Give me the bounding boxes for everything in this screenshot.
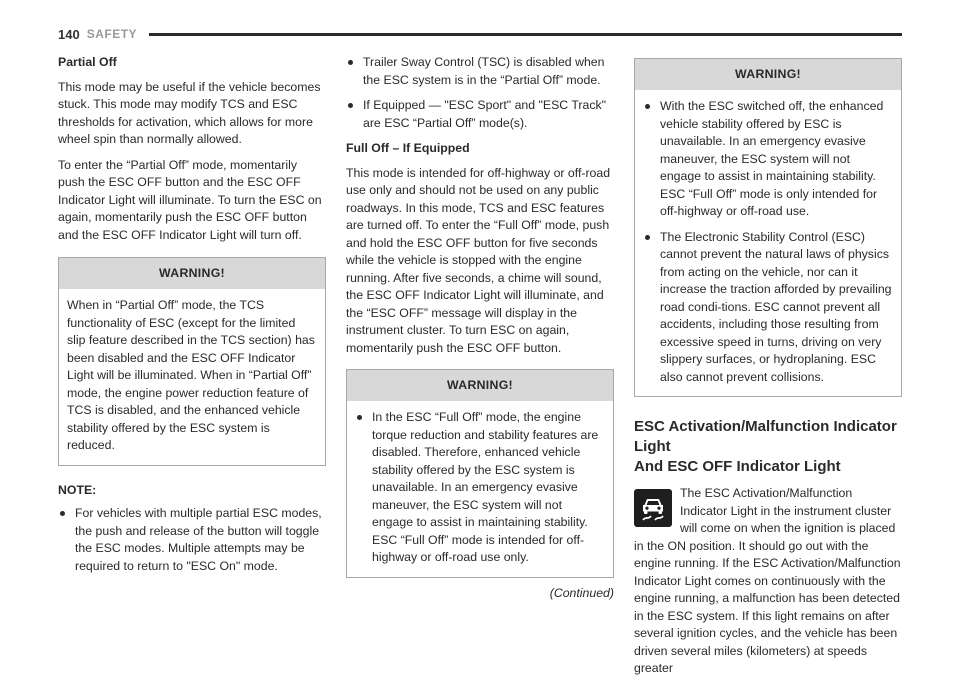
- bullet-dot: [60, 511, 65, 516]
- continued-label: (Continued): [549, 585, 614, 600]
- warning-body: [635, 90, 901, 396]
- warning-title: WARNING!: [347, 370, 613, 401]
- warning-item-text: In the ESC “Full Off” mode, the engine torque reduction and stability features are disabled. Therefore, enhanced vehicle stability offered by the ESC system is unavailable. In an emergency evasive maneuver, the ESC system will not engage to assist in maintaining stability. ESC “Full Off” mode is intended for off-highway or off-road use only.: [372, 410, 599, 564]
- column-right: [634, 58, 902, 686]
- warning-box-full-off: [346, 369, 614, 578]
- full-off-heading: Full Off – If Equipped: [346, 141, 470, 155]
- list-item: [346, 97, 614, 132]
- note-item: [58, 505, 326, 575]
- warning-body: [347, 401, 613, 577]
- header-rule: [149, 33, 902, 36]
- section-title: SAFETY: [86, 27, 138, 41]
- note-text: For vehicles with multiple partial ESC modes, the push and release of the button will toggle the ESC modes. Multiple attempts may be required to return to "ESC On" mode.: [75, 506, 322, 573]
- bullet-dot: [357, 415, 362, 420]
- warning-list: [355, 409, 605, 567]
- full-off-paragraph: This mode is intended for off-highway or off-road use only and should not be used on any public roadways. In this mode, TCS and ESC features are turned off. To enter the “Full Off” mode, push and hold the ESC OFF button for five seconds while the vehicle is stopped with the engine running. After five seconds, a chime will sound, the ESC OFF Indicator Light will illuminate, and the “ESC OFF” message will display in the instrument cluster. To turn ESC on again, momentarily push the ESC OFF button.: [346, 165, 611, 355]
- bullet-dot: [645, 104, 650, 109]
- bullet-dot: [348, 103, 353, 108]
- warning-text: When in “Partial Off” mode, the TCS functionality of ESC (except for the limited slip feature described in the TCS section) has been disabled and the ESC OFF Indicator Light will be illuminated. When in “Partial Off” mode, the engine power reduction feature of TCS is disabled, and the enhanced vehicle stability offered by the ESC system is reduced.: [67, 298, 315, 452]
- warning-title: WARNING!: [59, 258, 325, 289]
- warning-title: WARNING!: [635, 59, 901, 90]
- esc-indicator-paragraph: The ESC Activation/Malfunction Indicator Light in the instrument cluster will come on when the ignition is placed in the ON position. It should go out with the engine running. If the ESC Activation/Malfunction Indicator Light comes on continuously with the engine running, a malfunction has been detected in the ESC system. If this light remains on after several ignition cycles, and the vehicle has been driven several miles (kilometers) at speeds greater: [634, 486, 901, 675]
- partial-off-heading: Partial Off: [58, 55, 117, 69]
- warning-box-esc-off: [634, 58, 902, 397]
- partial-off-bullets: [346, 54, 614, 132]
- page-number: 140: [58, 26, 80, 42]
- partial-off-paragraph-2: To enter the “Partial Off” mode, momentarily push the ESC OFF button and the ESC OFF Indicator Light will illuminate. To turn the ESC on again, momentarily push the ESC OFF button and the ESC OFF Indicator Light will turn off.: [58, 157, 322, 242]
- note-list: [58, 505, 326, 575]
- note-label: NOTE:: [58, 482, 97, 497]
- esc-indicator-heading-line2: And ESC OFF Indicator Light: [634, 458, 841, 475]
- skidding-car-icon: [638, 493, 668, 523]
- esc-indicator-heading-line1: ESC Activation/Malfunction Indicator Light: [634, 418, 897, 455]
- list-item: [643, 229, 893, 387]
- list-item: [346, 54, 614, 89]
- bullet-dot: [348, 60, 353, 65]
- warning-item-text: With the ESC switched off, the enhanced vehicle stability offered by ESC is unavailable. In an emergency evasive maneuver, the ESC system will not engage to assist in maintaining stability. ESC “Full Off” mode is only intended for off-highway or off-road use.: [660, 99, 884, 218]
- bullet-text: If Equipped — "ESC Sport" and "ESC Track" are ESC “Partial Off” mode(s).: [363, 98, 607, 130]
- bullet-text: Trailer Sway Control (TSC) is disabled when the ESC system is in the “Partial Off” mode.: [363, 55, 605, 87]
- warning-box-partial-off: [58, 257, 326, 466]
- column-left: [58, 54, 326, 575]
- list-item: [355, 409, 605, 567]
- warning-list: [643, 98, 893, 386]
- esc-indicator-section: [634, 485, 902, 678]
- esc-activation-indicator-icon: [634, 489, 672, 527]
- partial-off-paragraph-1: This mode may be useful if the vehicle becomes stuck. This mode may modify TCS and ESC thresholds for activation, which allows for more wheel spin than normally allowed.: [58, 79, 321, 146]
- esc-indicator-heading: [634, 417, 902, 477]
- warning-item-text: The Electronic Stability Control (ESC) cannot prevent the natural laws of physics from acting on the vehicle, nor can it increase the traction afforded by prevailing road condi-tions. ESC cannot prevent all accidents, including those resulting from excessive speed in turns, driving on very slippery surfaces, or hydroplaning. ESC also cannot prevent collisions.: [660, 229, 892, 384]
- list-item: [643, 98, 893, 221]
- page-header: [58, 24, 902, 44]
- column-middle: [346, 54, 614, 602]
- bullet-dot: [645, 235, 650, 240]
